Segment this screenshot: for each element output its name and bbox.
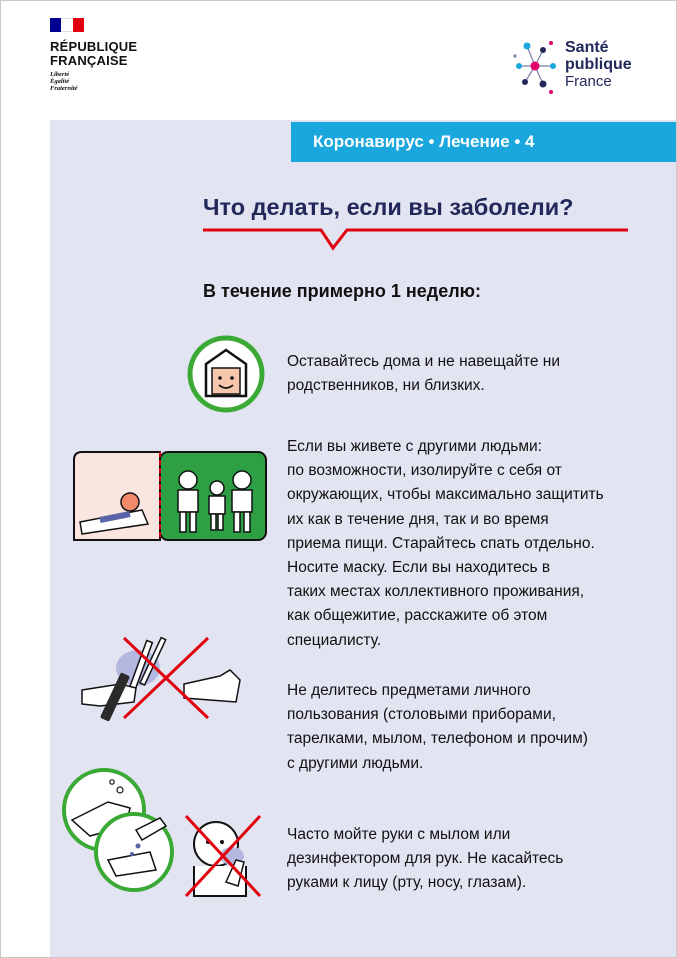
- wash-hands-icon: [60, 766, 280, 902]
- spf-wordmark: Santé publique France: [565, 39, 632, 90]
- speech-underline-icon: [203, 226, 628, 256]
- republic-name: RÉPUBLIQUE FRANÇAISE: [50, 39, 138, 68]
- stay-home-icon: [186, 334, 266, 414]
- isolation-icon: [72, 450, 268, 542]
- instruction-isolate: Если вы живете с другими людьми: по возможности, изолируйте с себя от окружающих, чтобы максимально защитить их как в течение дня, так и во время приема пищи. Старайтесь спать отдельно. Носите маску. Если вы находитесь в таких местах коллективного проживания, как общежитие, расскажите об этом специалисту.: [287, 438, 604, 649]
- republic-motto: Liberté Égalité Fraternité: [50, 71, 78, 92]
- instruction-stay-home: Оставайтесь дома и не навещайте ни родственников, ни близких.: [287, 353, 561, 395]
- instruction-wash-hands: Часто мойте руки с мылом или дезинфектором для рук. Не касайтесь руками к лицу (рту, носу, глазам).: [287, 826, 564, 892]
- french-flag-icon: [50, 18, 84, 32]
- spf-network-icon: [513, 36, 563, 96]
- no-sharing-icon: [80, 632, 246, 724]
- sante-publique-france-logo: [513, 36, 653, 100]
- republique-francaise-logo: [50, 18, 160, 108]
- section-subtitle: В течение примерно 1 неделю:: [203, 281, 482, 301]
- instruction-no-sharing: Не делитесь предметами личного пользования (столовыми приборами, тарелками, мылом, телефоном и прочим) с другими людьми.: [287, 682, 588, 772]
- page-title: Что делать, если вы заболели?: [203, 194, 574, 220]
- topic-tag: Коронавирус • Лечение • 4: [291, 122, 677, 162]
